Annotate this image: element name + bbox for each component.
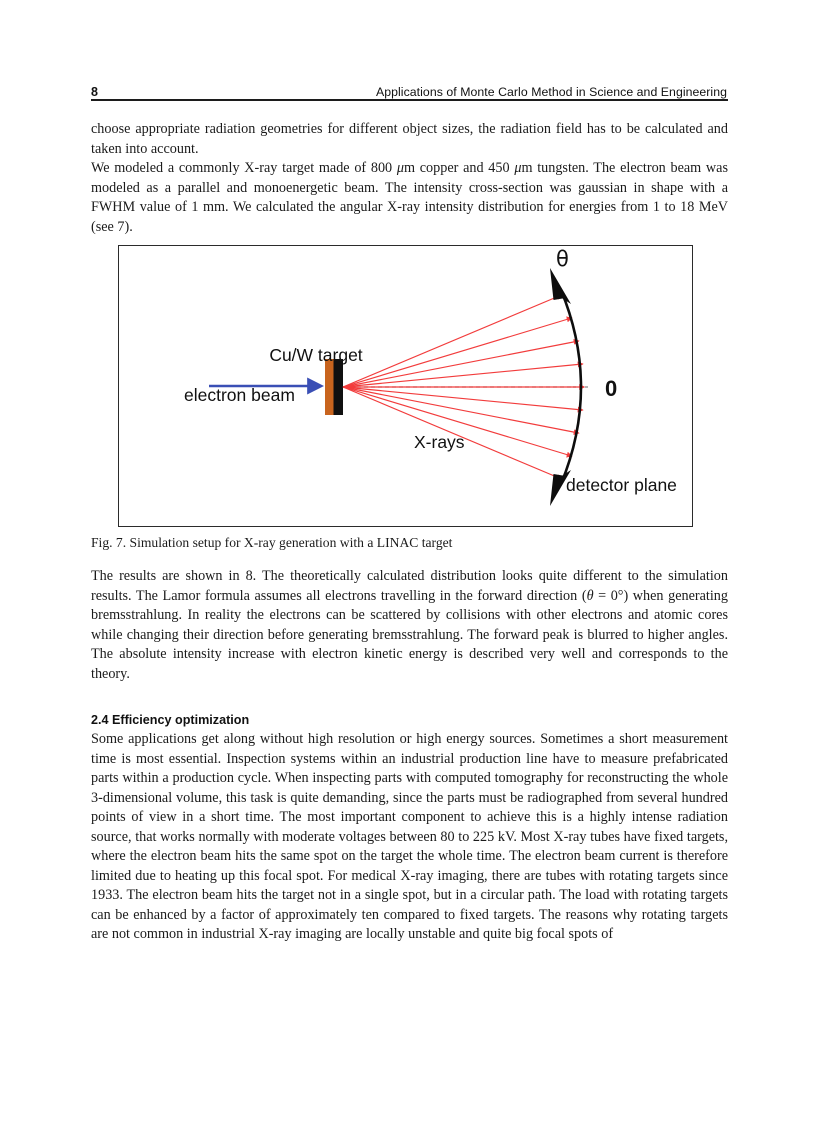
- paragraph-intro-1: choose appropriate radiation geometries for different object sizes, the radiation field has to be calculated and taken into account.: [91, 121, 728, 157]
- paragraph-results: [91, 567, 728, 684]
- theta-inline-symbol: θ: [586, 587, 594, 604]
- section-heading-2-4: 2.4 Efficiency optimization: [91, 713, 250, 727]
- xray-ray: [343, 387, 583, 410]
- xray-ray: [343, 295, 562, 387]
- book-title: Applications of Monte Carlo Method in Science and Engineering: [376, 84, 727, 99]
- theta-label: θ: [556, 247, 569, 271]
- micro-symbol-1: μ: [396, 160, 404, 177]
- xray-ray: [343, 318, 572, 387]
- xray-ray: [343, 387, 579, 433]
- intro-2-part-a: We modeled a commonly X-ray target made of 800: [91, 160, 397, 177]
- intro-2-part-b: m copper and 450: [404, 160, 515, 177]
- xray-ray: [343, 341, 579, 387]
- figure-7: [118, 245, 693, 527]
- figure-7-diagram: [119, 246, 693, 527]
- header-divider: [91, 99, 728, 101]
- xrays-label: X-rays: [414, 432, 465, 452]
- results-part-b: ) when generating bremsstrahlung. In reality the electrons can be scattered by collisions with other electrons and atomic cores while changing their direction before generating bremsstrahlung. The forward peak is blurred to higher angles. The absolute intensity increase with electron kinetic energy is described very well and corresponds to the theory.: [91, 587, 728, 682]
- intro-text-block: [91, 120, 728, 237]
- zero-angle-label: 0: [605, 376, 618, 401]
- results-equation: = 0°: [593, 587, 624, 604]
- detector-plane-label: detector plane: [566, 475, 677, 495]
- results-text-block: [91, 567, 728, 684]
- paragraph-intro-2: [91, 159, 728, 237]
- target-label: Cu/W target: [269, 345, 363, 365]
- figure-caption: Fig. 7. Simulation setup for X-ray generation with a LINAC target: [91, 535, 453, 550]
- micro-symbol-2: μ: [514, 160, 522, 177]
- efficiency-text-block: [91, 730, 728, 945]
- page-number: 8: [91, 84, 98, 99]
- results-part-a: The results are shown in 8. The theoretically calculated distribution looks quite different to the simulation results. The Lamor formula assumes all electrons travelling in the forward direction (: [91, 568, 728, 604]
- running-header: [91, 76, 727, 98]
- paragraph-efficiency: Some applications get along without high resolution or high energy sources. Sometimes a short measurement time is most essential. Inspection systems within an industrial production line have to measure prefabricated parts within a production cycle. When inspecting parts with computed tomography for reconstructing the whole 3-dimensional volume, this task is quite demanding, since the parts must be radiographed from several hundred points of view in a short time. The most important component to achieve this is a highly intense radiation source, that works normally with moderate voltages between 80 to 225 kV. Most X-ray tubes have fixed targets, where the electron beam hits the same spot on the target the whole time. The electron beam current is therefore limited due to heating up this focal spot. For medical X-ray imaging, there are tubes with rotating targets since 1933. The electron beam hits the target not in a single spot, but in a circular path. The load with rotating targets can be enhanced by a factor of approximately ten compared to fixed targets. The reasons why rotating targets are not common in industrial X-ray imaging are locally unstable and quite big focal spots of: [91, 731, 728, 943]
- cu-w-target: [325, 359, 343, 415]
- intro-2-part-c: m tungsten. The electron beam was modeled as a parallel and monoenergetic beam. The intensity cross-section was gaussian in shape with a FWHM value of 1 mm. We calculated the angular X-ray intensity distribution for energies from 1 to 18 MeV (see 7).: [91, 160, 728, 235]
- electron-beam-label: electron beam: [184, 385, 295, 405]
- xray-ray: [343, 364, 583, 387]
